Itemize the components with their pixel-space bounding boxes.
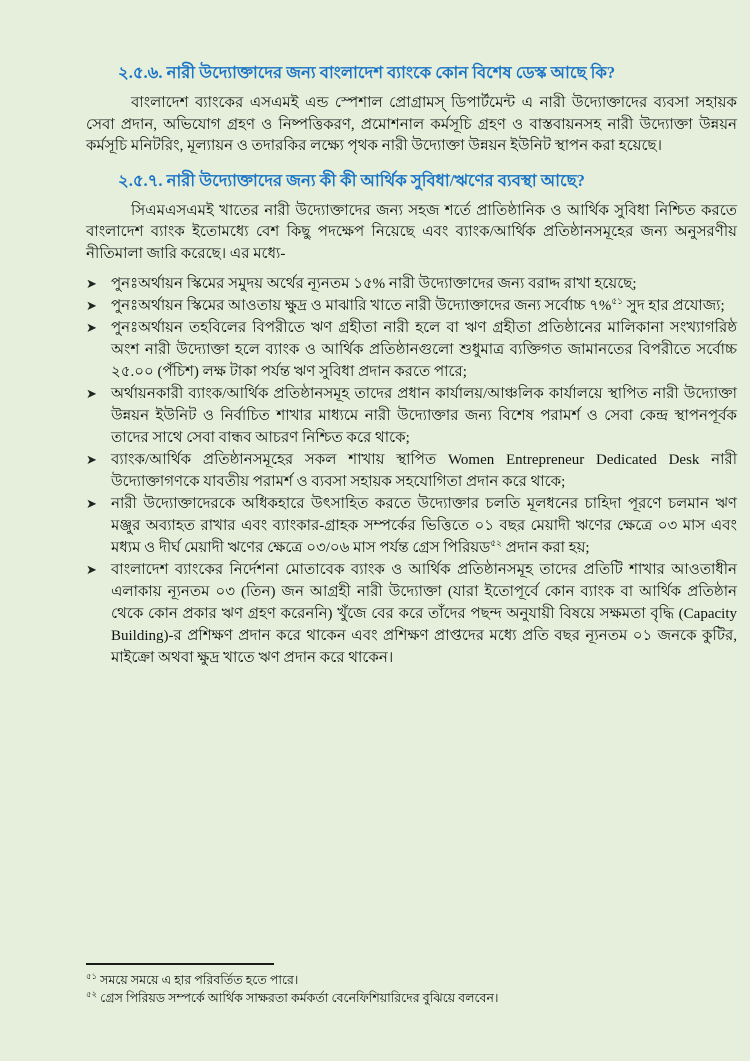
list-item-text: বাংলাদেশ ব্যাংকের নির্দেশনা মোতাবেক ব্যাংক ও আর্থিক প্রতিষ্ঠানসমূহ তাদের প্রতিটি শাখার আওতাধীন এলাকায় ন্যূনতম ০৩ (তিন) জন আগ্রহী নারী উদ্যোক্তা (যারা ইতোপূর্বে কোন ব্যাংক বা আর্থিক প্রতিষ্ঠান থেকে কোন প্রকার ঋণ গ্রহণ করেননি) খুঁজে বের করে তাঁদের পছন্দ অনুযায়ী বিষয়ে সক্ষমতা বৃদ্ধি (Capacity Building)-র প্রশিক্ষণ প্রদান করে থাকেন এবং প্রশিক্ষণ প্রাপ্তদের মধ্যে প্রতি বছর ন্যূনতম ০১ জনকে কুটির, মাইক্রো অথবা ক্ষুদ্র খাতে ঋণ প্রদান করে থাকেন। bbox=[111, 562, 737, 666]
question-heading-257: ২.৫.৭. নারী উদ্যোক্তাদের জন্য কী কী আর্থিক সুবিধা/ঋণের ব্যবস্থা আছে? bbox=[118, 170, 585, 190]
list-item-text-cont: প্রদান করা হয়; bbox=[501, 540, 590, 556]
footnote-divider bbox=[86, 963, 274, 965]
footnotes-block bbox=[86, 963, 726, 1007]
section-2-5-6 bbox=[86, 62, 737, 158]
bullet-arrow-icon: ➤ bbox=[86, 562, 97, 577]
page-content bbox=[86, 62, 737, 669]
bullet-arrow-icon: ➤ bbox=[86, 452, 97, 467]
footnote-marker: ৫২ bbox=[86, 988, 98, 999]
list-item bbox=[86, 295, 737, 317]
footnote-marker: ৫১ bbox=[86, 970, 98, 981]
section-2-5-7 bbox=[86, 170, 737, 670]
footnote-text: সময়ে সময়ে এ হার পরিবর্তিত হতে পারে। bbox=[100, 973, 299, 987]
list-item-text: অর্থায়নকারী ব্যাংক/আর্থিক প্রতিষ্ঠানসমূহ তাদের প্রধান কার্যালয়/আঞ্চলিক কার্যালয়ে স্থাপিত নারী উদ্যোক্তা উন্নয়ন ইউনিট ও নির্বাচিত শাখার মাধ্যমে নারী উদ্যোক্তার জন্য বিশেষ পরামর্শ ও সেবা কেন্দ্র স্থাপনপূর্বক তাদের সাথে সেবা বান্ধব আচরণ নিশ্চিত করে থাকে; bbox=[111, 386, 737, 446]
footnote-ref: ৫১ bbox=[611, 296, 624, 306]
bullet-arrow-icon: ➤ bbox=[86, 298, 97, 313]
list-item bbox=[86, 559, 737, 669]
list-item-text: ব্যাংক/আর্থিক প্রতিষ্ঠানসমূহের সকল শাখায় স্থাপিত Women Entrepreneur Dedicated Desk নারী উদ্যোক্তাগণকে যাবতীয় পরামর্শ ও ব্যবসা সহায়ক সহযোগিতা প্রদান করে থাকে; bbox=[111, 452, 737, 490]
list-item bbox=[86, 449, 737, 493]
bullet-arrow-icon: ➤ bbox=[86, 276, 97, 291]
footnote-2 bbox=[86, 989, 726, 1007]
list-item bbox=[86, 493, 737, 559]
list-item bbox=[86, 383, 737, 449]
question-heading-256: ২.৫.৬. নারী উদ্যোক্তাদের জন্য বাংলাদেশ ব্যাংকে কোন বিশেষ ডেস্ক আছে কি? bbox=[118, 63, 616, 82]
answer-paragraph-256: বাংলাদেশ ব্যাংকের এসএমই এন্ড স্পেশাল প্রোগ্রামস্ ডিপার্টমেন্ট এ নারী উদ্যোক্তাদের ব্যবসা সহায়ক সেবা প্রদান, অভিযোগ গ্রহণ ও নিষ্পত্তিকরণ, প্রমোশনাল কর্মসূচি গ্রহণ ও বাস্তবায়নসহ নারী উদ্যোক্তা উন্নয়ন কর্মসূচি মনিটরিং, মূল্যায়ন ও তদারকির লক্ষ্যে পৃথক নারী উদ্যোক্তা উন্নয়ন ইউনিট স্থাপন করা হয়েছে। bbox=[86, 95, 737, 154]
list-item-text: পুনঃঅর্থায়ন স্কিমের আওতায় ক্ষুদ্র ও মাঝারি খাতে নারী উদ্যোক্তাদের জন্য সর্বোচ্চ ৭% bbox=[111, 298, 612, 314]
footnote-ref: ৫২ bbox=[490, 538, 502, 548]
list-item bbox=[86, 317, 737, 383]
list-item-text: পুনঃঅর্থায়ন স্কিমের সমুদয় অর্থের ন্যূনতম ১৫% নারী উদ্যোক্তাদের জন্য বরাদ্দ রাখা হয়েছে; bbox=[111, 276, 637, 292]
list-item-text-cont: সুদ হার প্রযোজ্য; bbox=[623, 298, 725, 314]
list-item bbox=[86, 273, 737, 295]
list-item-text: নারী উদ্যোক্তাদেরকে অধিকহারে উৎসাহিত করতে উদ্যোক্তার চলতি মূলধনের চাহিদা পূরণে চলমান ঋণ মঞ্জুর অব্যাহত রাখার এবং ব্যাংকার-গ্রাহক সম্পর্কের ভিত্তিতে ০১ বছর মেয়াদী ঋণের ক্ষেত্রে ০৩ মাস এবং মধ্যম ও দীর্ঘ মেয়াদী ঋণের ক্ষেত্রে ০৩/০৬ মাস পর্যন্ত গ্রেস পিরিয়ড bbox=[111, 496, 737, 556]
footnote-text: গ্রেস পিরিয়ড সম্পর্কে আর্থিক সাক্ষরতা কর্মকর্তা বেনেফিশিয়ারিদের বুঝিয়ে বলবেন। bbox=[100, 991, 499, 1005]
answer-paragraph-257: সিএমএসএমই খাতের নারী উদ্যোক্তাদের জন্য সহজ শর্তে প্রাতিষ্ঠানিক ও আর্থিক সুবিধা নিশ্চিত করতে বাংলাদেশ ব্যাংক ইতোমধ্যে বেশ কিছু পদক্ষেপ নিয়েছে এবং ব্যাংক/আর্থিক প্রতিষ্ঠানসমূহের জন্য অনুসরণীয় নীতিমালা জারি করেছে। এর মধ্যে- bbox=[86, 202, 737, 262]
list-item-text: পুনঃঅর্থায়ন তহবিলের বিপরীতে ঋণ গ্রহীতা নারী হলে বা ঋণ গ্রহীতা প্রতিষ্ঠানের মালিকানা সংখ্যাগরিষ্ঠ অংশ নারী উদ্যোক্তা হলে ব্যাংক ও আর্থিক প্রতিষ্ঠানগুলো শুধুমাত্র ব্যক্তিগত জামানতের বিপরীতে সর্বোচ্চ ২৫.০০ (পঁচিশ) লক্ষ টাকা পর্যন্ত ঋণ সুবিধা প্রদান করতে পারে; bbox=[111, 320, 737, 380]
bullet-arrow-icon: ➤ bbox=[86, 496, 97, 511]
bullet-arrow-icon: ➤ bbox=[86, 320, 97, 335]
bullet-arrow-icon: ➤ bbox=[86, 386, 97, 401]
footnote-1 bbox=[86, 971, 726, 989]
facilities-list bbox=[86, 273, 737, 669]
